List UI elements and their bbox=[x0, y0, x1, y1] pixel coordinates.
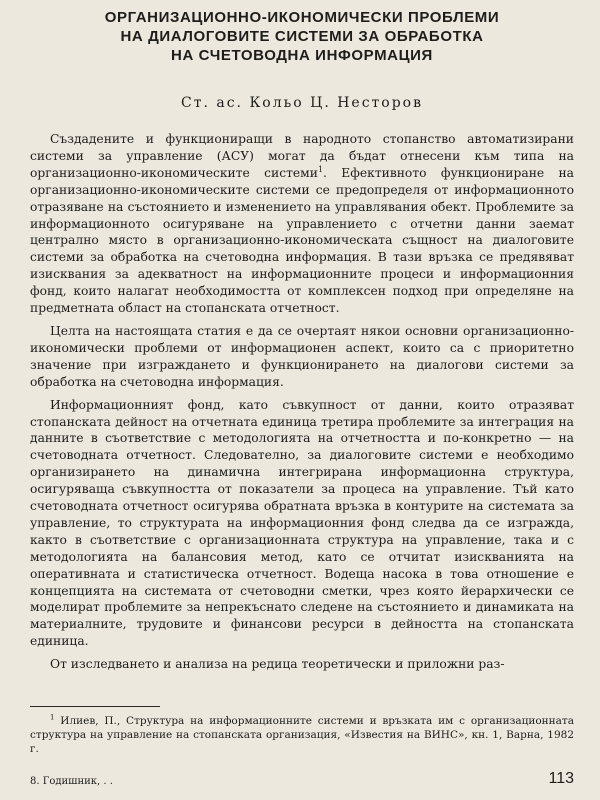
article-body bbox=[30, 131, 574, 673]
paragraph-text: . Ефективното функциониране на организационно-икономическите системи се предопределя от информационното отразяване на състоянието и изменението на управлявания обект. Проблемите за информационното осигуряване на управлението с отчетни данни заемат централно място в организационно-икономическата същност на диалоговите системи за обработка на счетоводна информация. В тази връзка се предявяват изисквания за адекватност на информационните процеси и информационния фонд, които налагат необходимостта от комплексен подход при определяне на предметната област на стопанската отчетност. bbox=[30, 165, 574, 316]
footnote-text: Илиев, П., Структура на информационните системи и връзката им с организационната структура на управление на стопанската организация, «Известия на ВИНС», кн. 1, Варна, 1982 г. bbox=[30, 715, 574, 755]
author-line: Ст. ас. Кольо Ц. Несторов bbox=[181, 95, 423, 111]
article-title bbox=[30, 8, 574, 65]
footnote bbox=[30, 714, 574, 756]
title-line: НА ДИАЛОГОВИТЕ СИСТЕМИ ЗА ОБРАБОТКА bbox=[120, 28, 484, 45]
paragraph: Информационният фонд, като съвкупност от данни, които отразяват стопанската дейност на отчетната единица третира проблемите за интеграция на данните в съответствие с методологията на отчетността и по-конкретно — на счетоводната отчетност. Следователно, за диалоговите системи е необходимо организирането на динамична интегрирана информационна структура, осигуряваща съвкупността от показатели за процеса на управление. Тъй като счетоводната отчетност осигурява обратната връзка в контурите на системата за управление, то структурата на информационния фонд следва да се изгражда, както в съответствие с организационната структура на управление, така и с методологията на балансовия метод, като се отчитат изискванията на оперативната и статистическа отчетност. Водеща насока в това отношение е концепцията на системата от счетоводни сметки, чрез която йерархически се моделират проблемите за непрекъснато следене на състоянието и динамиката на материалните, трудовите и финансови ресурси в дейността на стопанската единица. bbox=[30, 397, 574, 649]
title-line: ОРГАНИЗАЦИОННО-ИКОНОМИЧЕСКИ ПРОБЛЕМИ bbox=[104, 9, 500, 26]
page-number: 113 bbox=[548, 770, 574, 787]
title-line: НА СЧЕТОВОДНА ИНФОРМАЦИЯ bbox=[171, 47, 433, 64]
signature-mark: 8. Годишник, . . bbox=[30, 776, 113, 787]
paragraph: Целта на настоящата статия е да се очертаят някои основни организационно-икономически проблеми от информационен аспект, които са с приоритетно значение при изграждането и функционирането на диалогови системи за обработка на счетоводна информация. bbox=[30, 323, 574, 389]
footnote-ref[interactable]: 1 bbox=[317, 164, 324, 174]
footnote-divider bbox=[30, 706, 160, 707]
footnote-marker: 1 bbox=[50, 713, 55, 722]
paragraph: От изследването и анализа на редица теоретически и приложни раз- bbox=[50, 657, 505, 672]
paragraph-text: Създадените и функциониращи в народното стопанство автоматизирани системи за управление (АСУ) могат да бъдат отнесени към типа на организационно-икономическите системи bbox=[30, 132, 574, 180]
paragraph bbox=[30, 131, 574, 317]
